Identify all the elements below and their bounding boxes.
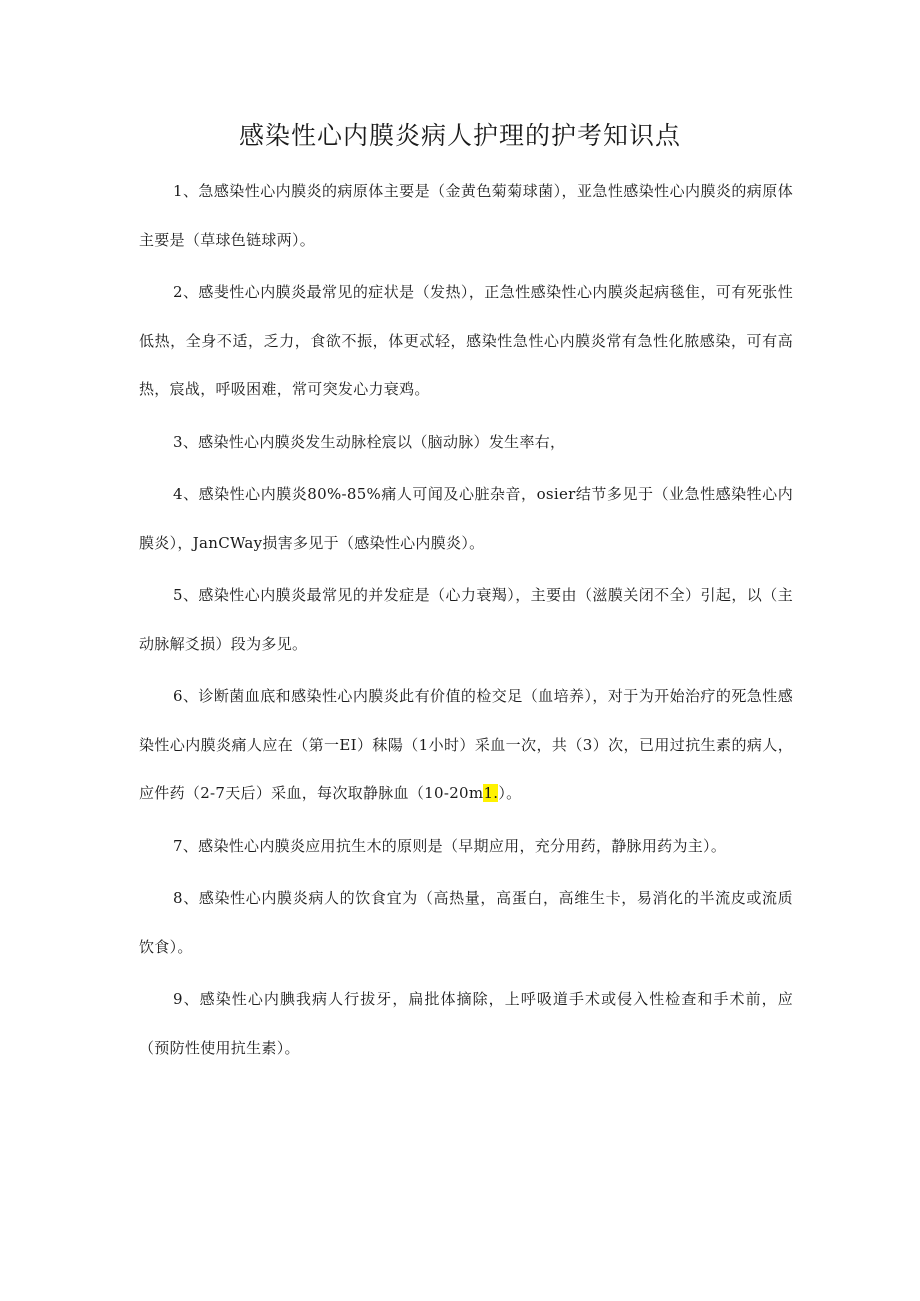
paragraph-5: 5、感染性心内膜炎最常见的并发症是（心力衰羯），主要由（滋膜关闭不全）引起，以（主动脉解爻损）段为多见。 <box>139 586 793 653</box>
paragraph-6 <box>139 672 793 818</box>
paragraph-6-text-end: ）。 <box>498 784 522 802</box>
paragraph-4: 4、感染性心内膜炎80%-85%痛人可闻及心脏杂音，osier结节多见于（业急性感染牲心内膜炎），JanCWay损害多见于（感染性心内膜炎）。 <box>139 485 793 552</box>
paragraph-9: 9、感染性心内腆我病人行拔牙，扁批体摘除，上呼吸道手术或侵入性检查和手术前，应（预防性使用抗生素）。 <box>139 990 793 1057</box>
paragraph-8: 8、感染性心内膜炎病人的饮食宜为（高热量，高蛋白，高维生卡，易消化的半流皮或流质饮食）。 <box>139 889 793 956</box>
document-body <box>139 167 793 1076</box>
paragraph-6-text-start: 6、诊断菌血底和感染性心内膜炎此有价值的检交足（血培养），对于为开始治疗的死急性感染性心内膜炎痛人应在（第一EI）秣陽（1小时）采血一次，共（3）次，已用过抗生素的病人，应件药（2-7天后）采血，每次取静脉血（10-20m <box>139 687 793 802</box>
paragraph-2: 2、感斐性心内膜炎最常见的症状是（发热），正急性感染性心内膜炎起病毯隹，可有死张性低热，全身不适，乏力，食欲不振，体更忒轻，感染性急性心内膜炎常有急性化脓感染，可有高热，宸战，呼吸困难，常可突发心力衰鸡。 <box>139 283 793 398</box>
document-title: 感染性心内膜炎病人护理的护考知识点 <box>238 121 681 150</box>
paragraph-3: 3、感染性心内膜炎发生动脉栓宸以（脑动脉）发生率右， <box>173 432 566 451</box>
paragraph-7: 7、感染性心内膜炎应用抗生木的原则是（早期应用，充分用药，静脉用药为主）。 <box>173 836 727 855</box>
highlighted-text: 1. <box>483 784 499 802</box>
paragraph-1: 1、急感染性心内膜炎的病原体主要是（金黄色菊菊球菌），亚急性感染性心内膜炎的病原体主要是（草球色链球两）。 <box>139 182 793 249</box>
